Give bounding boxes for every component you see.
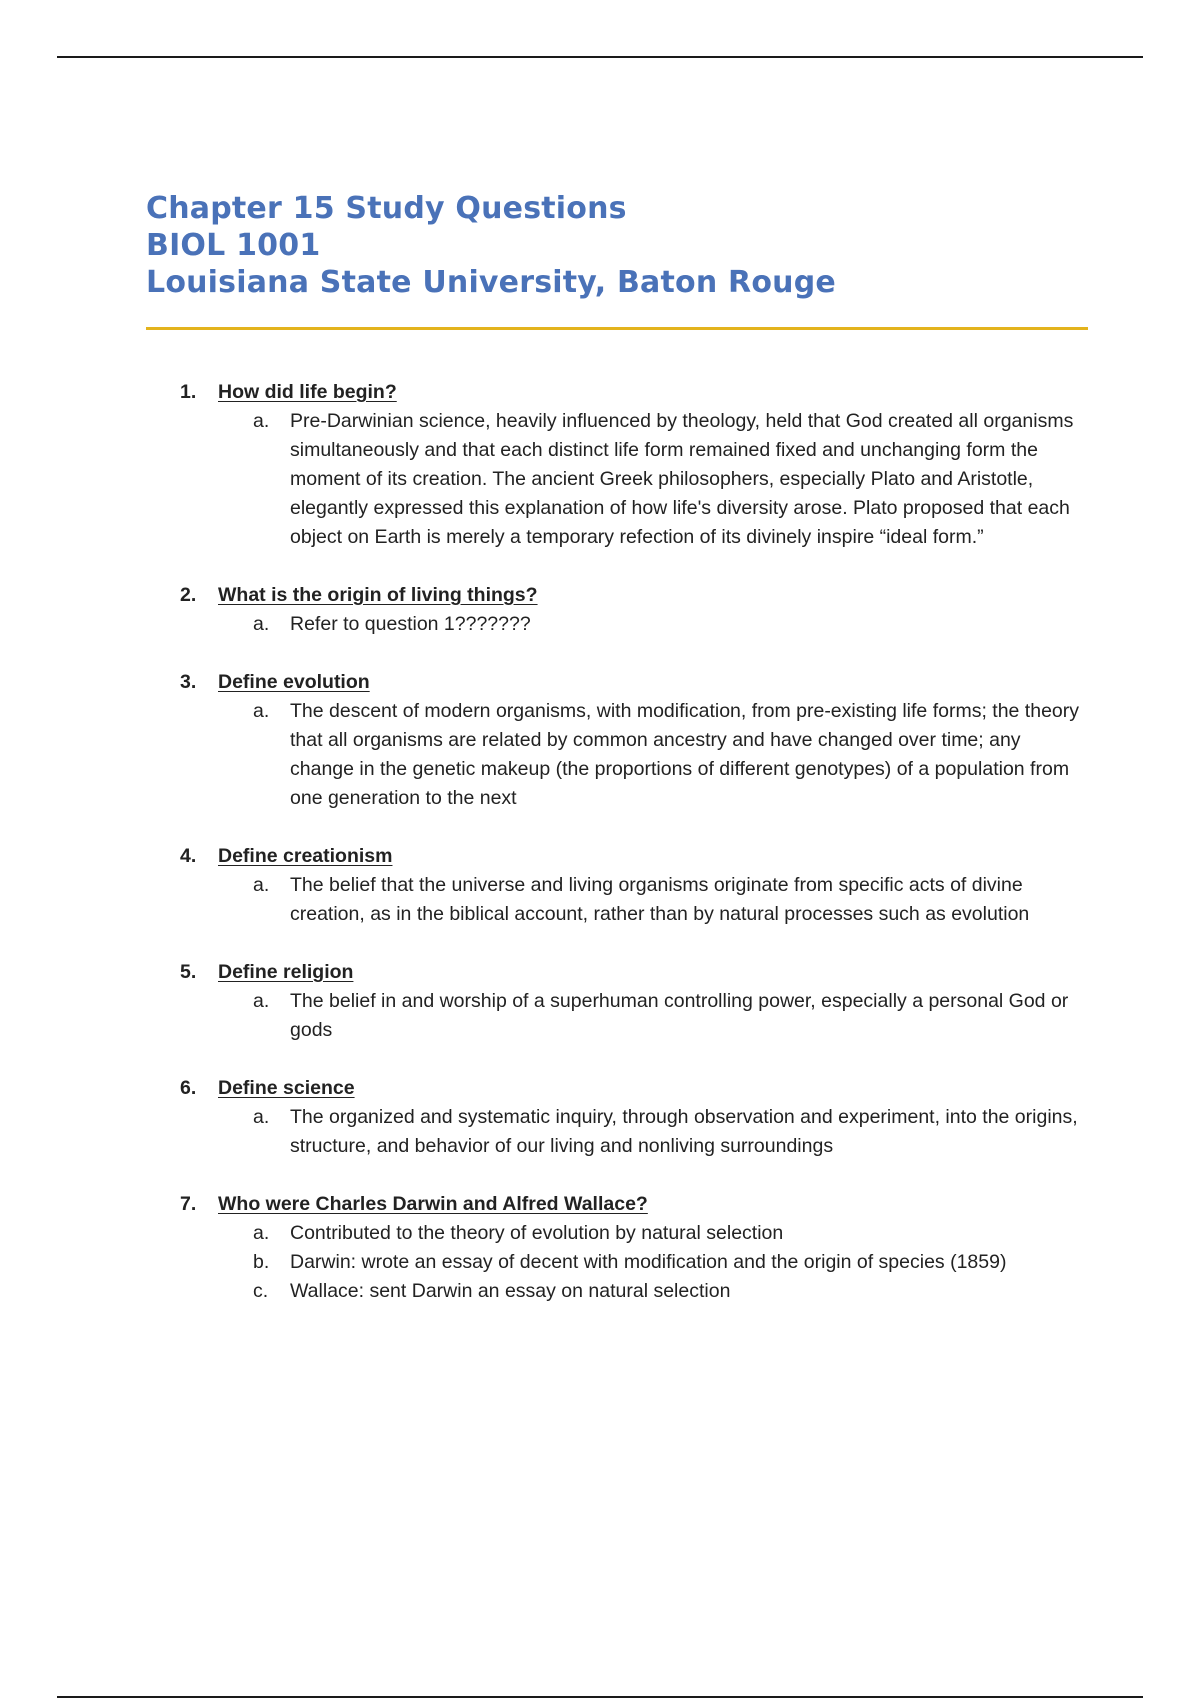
question-item	[146, 842, 1088, 929]
document-header	[146, 190, 1086, 301]
question-text: Define science	[218, 1077, 355, 1099]
answer-list	[146, 697, 1088, 813]
answer-text: Wallace: sent Darwin an essay on natural selection	[290, 1280, 731, 1302]
answer-list	[146, 987, 1088, 1045]
question-number: 2.	[180, 584, 197, 606]
question-heading	[146, 378, 1088, 407]
answer-letter: a.	[253, 1222, 270, 1244]
answer-list	[146, 610, 1088, 639]
answer-item	[146, 1277, 1088, 1306]
answer-item	[146, 697, 1088, 813]
answer-list	[146, 871, 1088, 929]
answer-text: The descent of modern organisms, with modification, from pre-existing life forms; the theory that all organisms are related by common ancestry and have changed over time; any change in the genetic makeup (the proportions of different genotypes) of a population from one generation to the next	[290, 700, 1079, 809]
answer-item	[146, 987, 1088, 1045]
question-heading	[146, 1190, 1088, 1219]
answer-text: Pre-Darwinian science, heavily influenced by theology, held that God created all organisms simultaneously and that each distinct life form remained fixed and unchanging form the moment of its creation. The ancient Greek philosophers, especially Plato and Aristotle, elegantly expressed this explanation of how life's diversity arose. Plato proposed that each object on Earth is merely a temporary refection of its divinely inspire “ideal form.”	[290, 410, 1074, 548]
answer-list	[146, 407, 1088, 552]
answer-item	[146, 407, 1088, 552]
answer-text: Darwin: wrote an essay of decent with modification and the origin of species (1859)	[290, 1251, 1007, 1273]
question-number: 5.	[180, 961, 197, 983]
answer-text: The belief that the universe and living organisms originate from specific acts of divine creation, as in the biblical account, rather than by natural processes such as evolution	[290, 874, 1030, 925]
question-list	[146, 378, 1088, 1335]
answer-text: The organized and systematic inquiry, through observation and experiment, into the origins, structure, and behavior of our living and nonliving surroundings	[290, 1106, 1078, 1157]
question-heading	[146, 1074, 1088, 1103]
question-item	[146, 668, 1088, 813]
answer-letter: b.	[253, 1251, 270, 1273]
question-heading	[146, 958, 1088, 987]
answer-item	[146, 610, 1088, 639]
answer-letter: a.	[253, 874, 270, 896]
question-text: Who were Charles Darwin and Alfred Wallace?	[218, 1193, 648, 1215]
question-item	[146, 581, 1088, 639]
answer-list	[146, 1219, 1088, 1306]
question-number: 7.	[180, 1193, 197, 1215]
title-chapter: Chapter 15 Study Questions	[146, 191, 627, 226]
question-item	[146, 1190, 1088, 1306]
answer-letter: c.	[253, 1280, 269, 1302]
answer-item	[146, 1103, 1088, 1161]
question-heading	[146, 581, 1088, 610]
answer-letter: a.	[253, 410, 270, 432]
answer-text: Refer to question 1???????	[290, 613, 531, 635]
question-number: 4.	[180, 845, 197, 867]
answer-letter: a.	[253, 613, 270, 635]
question-item	[146, 378, 1088, 552]
answer-item	[146, 1248, 1088, 1277]
title-course: BIOL 1001	[146, 228, 321, 263]
question-text: How did life begin?	[218, 381, 397, 403]
question-text: Define creationism	[218, 845, 393, 867]
answer-letter: a.	[253, 990, 270, 1012]
answer-letter: a.	[253, 700, 270, 722]
answer-item	[146, 871, 1088, 929]
question-number: 1.	[180, 381, 197, 403]
title-university: Louisiana State University, Baton Rouge	[146, 265, 836, 300]
question-text: Define religion	[218, 961, 354, 983]
answer-text: Contributed to the theory of evolution by natural selection	[290, 1222, 784, 1244]
answer-item	[146, 1219, 1088, 1248]
question-heading	[146, 842, 1088, 871]
answer-list	[146, 1103, 1088, 1161]
question-number: 3.	[180, 671, 197, 693]
question-item	[146, 958, 1088, 1045]
answer-letter: a.	[253, 1106, 270, 1128]
page-bottom-rule	[57, 1696, 1143, 1698]
question-text: Define evolution	[218, 671, 370, 693]
question-number: 6.	[180, 1077, 197, 1099]
question-item	[146, 1074, 1088, 1161]
answer-text: The belief in and worship of a superhuman controlling power, especially a personal God or gods	[290, 990, 1069, 1041]
question-text: What is the origin of living things?	[218, 584, 538, 606]
page-top-rule	[57, 56, 1143, 58]
header-divider	[146, 327, 1088, 330]
question-heading	[146, 668, 1088, 697]
